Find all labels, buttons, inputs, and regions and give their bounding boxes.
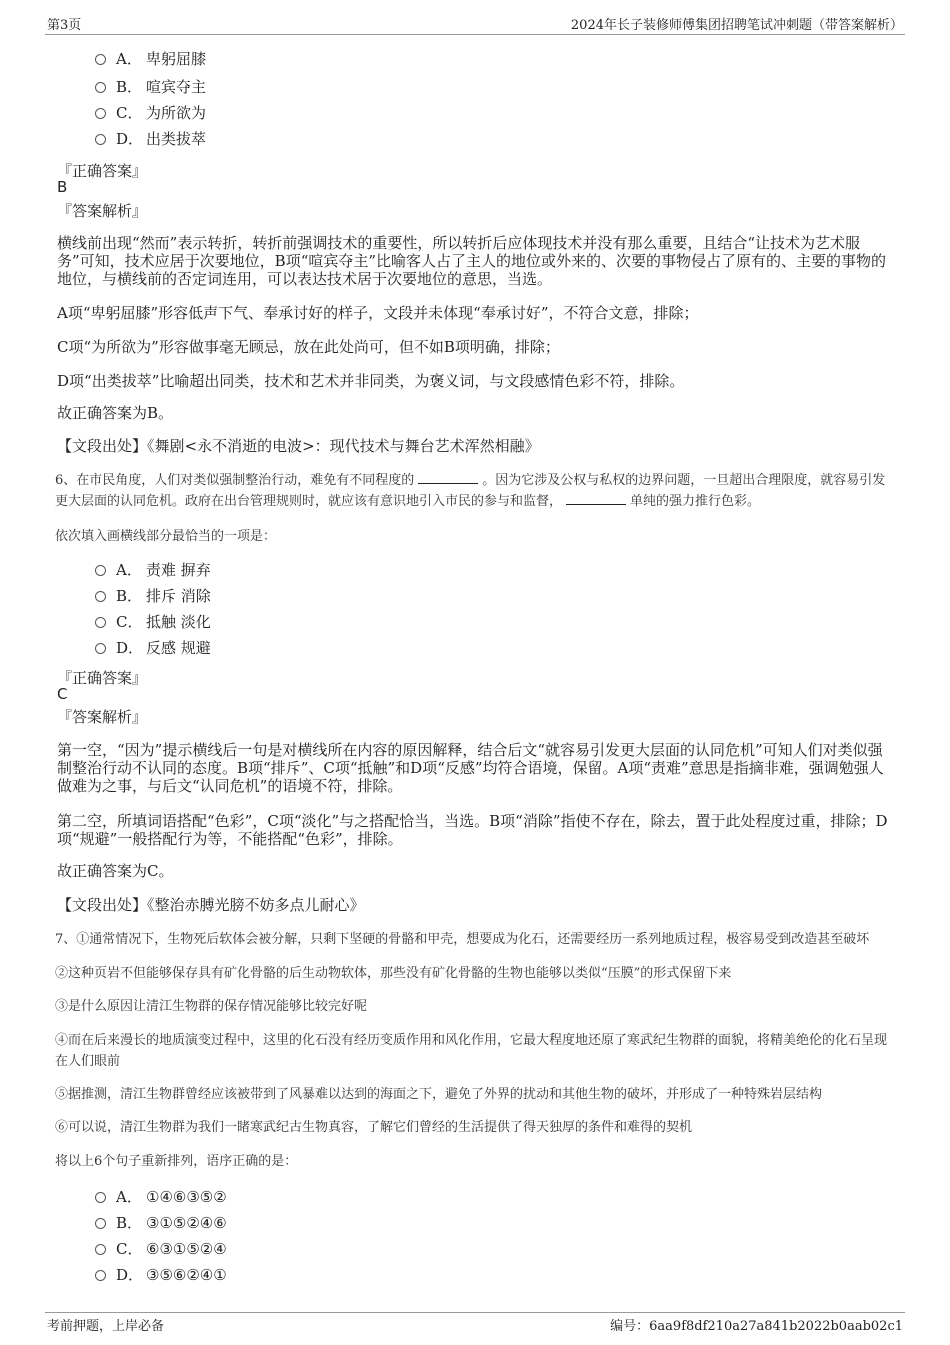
- page-number: 第3页: [47, 18, 82, 33]
- q5-option-d[interactable]: D． 出类拔萃: [95, 128, 206, 150]
- q6-answer: C: [57, 685, 68, 703]
- q7-sentence-5: ⑤据推测，清江生物群曾经应该被带到了风暴难以达到的海面之下，避免了外界的扰动和其他生物的破坏，并形成了一种特殊岩层结构: [55, 1087, 823, 1102]
- q5-analysis-para-3: C项“为所欲为”形容做事毫无顾忌，放在此处尚可，但不如B项明确，排除；: [57, 338, 560, 356]
- footer-slogan: 考前押题，上岸必备: [47, 1319, 165, 1334]
- q6-option-c[interactable]: C． 抵触 淡化: [95, 611, 211, 633]
- q5-option-a[interactable]: A． 卑躬屈膝: [95, 48, 206, 70]
- radio-icon[interactable]: [95, 591, 106, 602]
- q7-option-c[interactable]: C． ⑥③①⑤②④: [95, 1238, 227, 1260]
- radio-icon[interactable]: [95, 617, 106, 628]
- q5-option-b[interactable]: B． 喧宾夺主: [95, 76, 206, 98]
- q5-analysis-label: 『答案解析』: [57, 202, 148, 220]
- radio-icon[interactable]: [95, 1244, 106, 1255]
- q5-analysis-para-1: 横线前出现“然而”表示转折，转折前强调技术的重要性，所以转折后应体现技术并没有那么重要，且结合“让技术为艺术服务”可知，技术应居于次要地位，B项“喧宾夺主”比喻客人占了主人的地位或外来的、次要的事物侵占了原有的、主要的事物的地位，与横线前的否定词连用，可以表达技术居于次要地位的意思，当选。: [57, 234, 887, 288]
- q6-answer-label: 『正确答案』: [57, 669, 148, 687]
- q5-source: 【文段出处】《舞剧<永不消逝的电波>：现代技术与舞台艺术浑然相融》: [57, 437, 540, 455]
- q7-sentence-1: 7、①通常情况下，生物死后软体会被分解，只剩下坚硬的骨骼和甲壳，想要成为化石，还需要经历一系列地质过程，极容易受到改造甚至破坏: [55, 932, 870, 947]
- q7-prompt: 将以上6个句子重新排列，语序正确的是：: [55, 1154, 298, 1169]
- document-title: 2024年长子装修师傅集团招聘笔试冲刺题（带答案解析）: [570, 18, 903, 33]
- q6-prompt: 依次填入画横线部分最恰当的一项是：: [55, 529, 277, 544]
- radio-icon[interactable]: [95, 1192, 106, 1203]
- radio-icon[interactable]: [95, 134, 106, 145]
- q6-analysis-label: 『答案解析』: [57, 708, 148, 726]
- q6-source: 【文段出处】《整治赤膊光膀不妨多点儿耐心》: [57, 896, 365, 914]
- q7-option-b[interactable]: B． ③①⑤②④⑥: [95, 1212, 227, 1234]
- q5-analysis-para-4: D项“出类拔萃”比喻超出同类，技术和艺术并非同类，为褒义词，与文段感情色彩不符，排除。: [57, 372, 685, 390]
- blank-1: [418, 471, 478, 484]
- radio-icon[interactable]: [95, 108, 106, 119]
- radio-icon[interactable]: [95, 82, 106, 93]
- q5-analysis-para-5: 故正确答案为B。: [57, 404, 174, 422]
- q6-option-a[interactable]: A． 责难 摒弃: [95, 559, 211, 581]
- q6-analysis-para-1: 第一空，“因为”提示横线后一句是对横线所在内容的原因解释，结合后文“就容易引发更大层面的认同危机”可知人们对类似强制整治行动不认同的态度。B项“排斥”、C项“抵触”和D项“反感”均符合语境，保留。A项“责难”意思是指摘非难，强调勉强人做难为之事，与后文“认同危机”的语境不符，排除。: [57, 741, 884, 795]
- q5-answer: B: [57, 178, 68, 196]
- radio-icon[interactable]: [95, 565, 106, 576]
- q5-analysis-para-2: A项“卑躬屈膝”形容低声下气、奉承讨好的样子，文段并未体现“奉承讨好”，不符合文意，排除；: [57, 304, 699, 322]
- radio-icon[interactable]: [95, 1270, 106, 1281]
- q7-option-d[interactable]: D． ③⑤⑥②④①: [95, 1264, 227, 1286]
- radio-icon[interactable]: [95, 1218, 106, 1229]
- q6-option-b[interactable]: B． 排斥 消除: [95, 585, 211, 607]
- q7-sentence-2: ②这种页岩不但能够保存具有矿化骨骼的后生动物软体，那些没有矿化骨骼的生物也能够以类似“压膜”的形式保留下来: [55, 966, 732, 981]
- q5-answer-label: 『正确答案』: [57, 162, 148, 180]
- q6-analysis-para-3: 故正确答案为C。: [57, 862, 174, 880]
- q7-option-a[interactable]: A． ①④⑥③⑤②: [95, 1186, 227, 1208]
- q6-analysis-para-2: 第二空，所填词语搭配“色彩”，C项“淡化”与之搭配恰当，当选。B项“消除”指使不存在，除去，置于此处程度过重，排除；D项“规避”一般搭配行为等，不能搭配“色彩”，排除。: [57, 812, 888, 848]
- radio-icon[interactable]: [95, 643, 106, 654]
- q6-option-d[interactable]: D． 反感 规避: [95, 637, 211, 659]
- page-header: [45, 14, 905, 35]
- q7-sentence-4: ④而在后来漫长的地质演变过程中，这里的化石没有经历变质作用和风化作用，它最大程度地还原了寒武纪生物群的面貌，将精美绝伦的化石呈现在人们眼前: [55, 1033, 888, 1069]
- radio-icon[interactable]: [95, 54, 106, 65]
- q6-stem: 6、在市民角度，人们对类似强制整治行动，难免有不同程度的 。因为它涉及公权与私权的边界问题，一旦超出合理限度，就容易引发更大层面的认同危机。政府在出台管理规则时，就应该有意识地引入市民的参与和监督， 单纯的强力推行色彩。: [55, 473, 886, 509]
- blank-2: [566, 492, 626, 505]
- document-id: 编号：6aa9f8df210a27a841b2022b0aab02c1: [610, 1319, 903, 1334]
- page-footer: [45, 1312, 905, 1335]
- q7-sentence-6: ⑥可以说，清江生物群为我们一睹寒武纪古生物真容，了解它们曾经的生活提供了得天独厚的条件和难得的契机: [55, 1120, 693, 1135]
- q7-sentence-3: ③是什么原因让清江生物群的保存情况能够比较完好呢: [55, 999, 368, 1014]
- q5-option-c[interactable]: C． 为所欲为: [95, 102, 206, 124]
